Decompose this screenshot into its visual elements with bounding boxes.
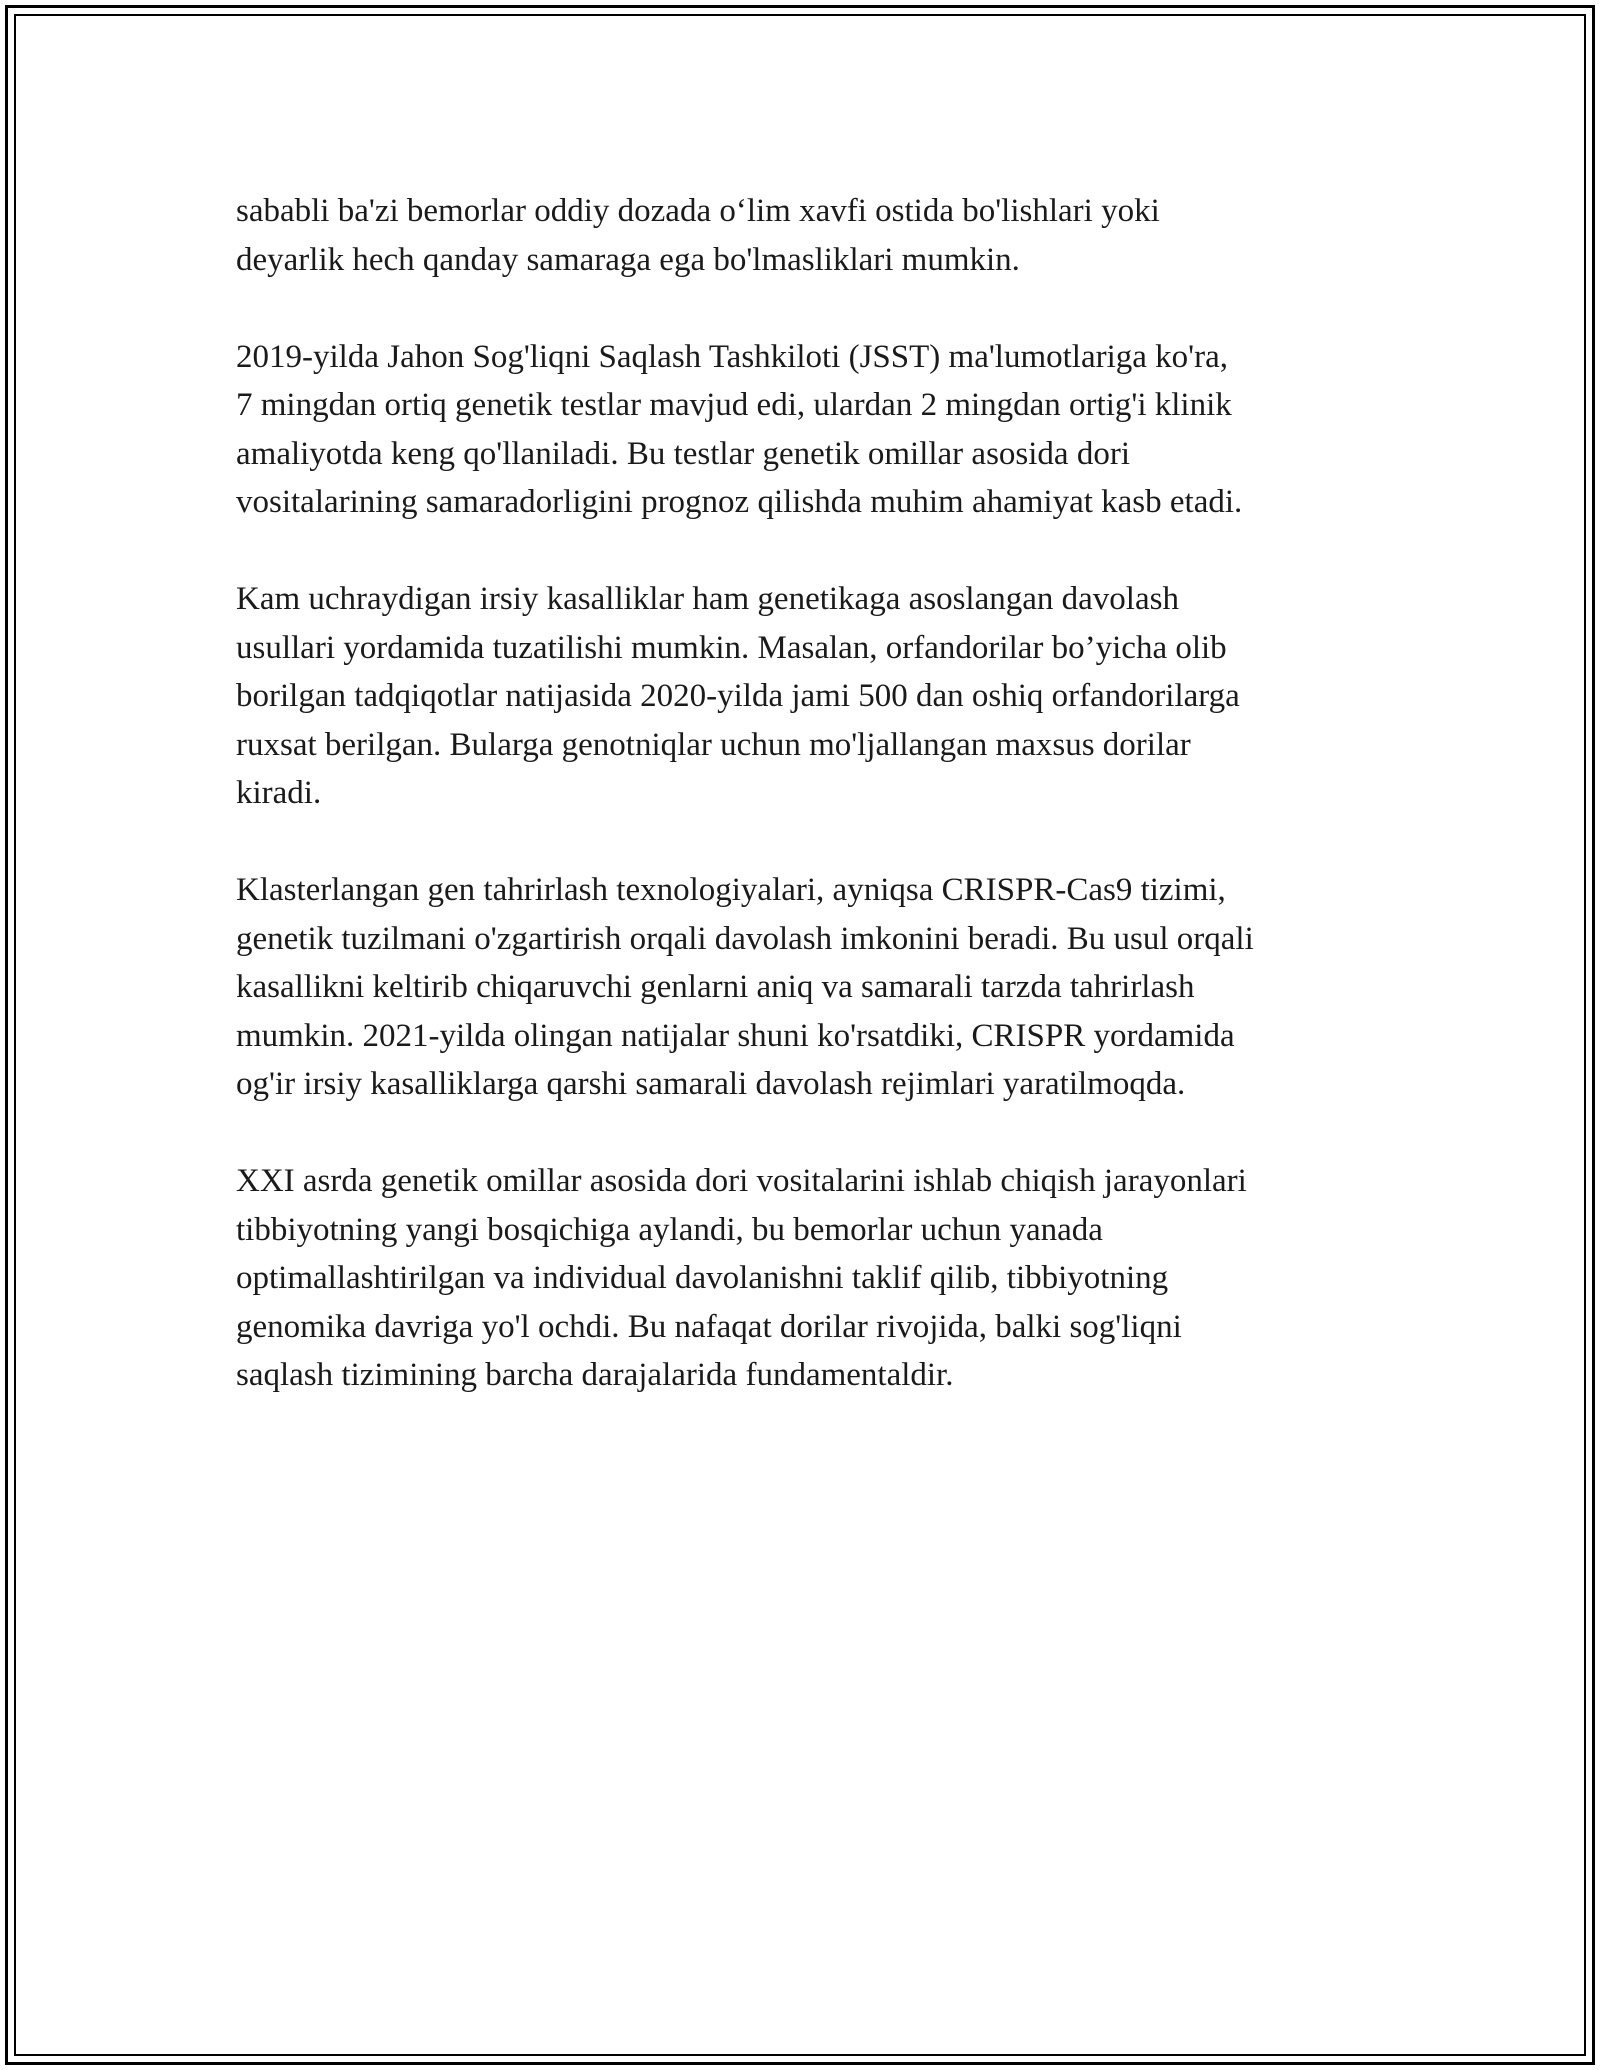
text-line: 2019-yilda Jahon Sog'liqni Saqlash Tashkiloti (JSST) ma'lumotlariga ko'ra, [236,338,1228,375]
text-line: usullari yordamida tuzatilishi mumkin. Masalan, orfandorilar bo’yicha olib [236,629,1227,666]
document-body [236,187,1386,1448]
text-line: Kam uchraydigan irsiy kasalliklar ham genetikaga asoslangan davolash [236,581,1179,617]
text-line: kiradi. [236,775,322,811]
text-line: kasallikni keltirib chiqaruvchi genlarni aniq va samarali tarzda tahrirlash [236,969,1195,1005]
text-line: genetik tuzilmani o'zgartirish orqali davolash imkonini beradi. Bu usul orqali [236,920,1254,957]
text-line: Klasterlangan gen tahrirlash texnologiyalari, ayniqsa CRISPR-Cas9 tizimi, [236,872,1226,908]
text-line: mumkin. 2021-yilda olingan natijalar shuni ko'rsatdiki, CRISPR yordamida [236,1017,1235,1054]
text-line: sababli ba'zi bemorlar oddiy dozada o‘lim xavfi ostida bo'lishlari yoki [236,193,1160,229]
text-line: amaliyotda keng qo'llaniladi. Bu testlar genetik omillar asosida dori [236,435,1130,472]
text-line: og'ir irsiy kasalliklarga qarshi samarali davolash rejimlari yaratilmoqda. [236,1066,1186,1102]
text-line: optimallashtirilgan va individual davolanishni taklif qilib, tibbiyotning [236,1260,1169,1296]
text-line: tibbiyotning yangi bosqichiga aylandi, bu bemorlar uchun yanada [236,1211,1103,1248]
text-line: saqlash tizimining barcha darajalarida fundamentaldir. [236,1357,954,1393]
paragraph-1 [236,187,1386,284]
text-line: borilgan tadqiqotlar natijasida 2020-yilda jami 500 dan oshiq orfandorilarga [236,678,1240,714]
text-line: deyarlik hech qanday samaraga ega bo'lmasliklari mumkin. [236,241,1020,278]
text-line: vositalarining samaradorligini prognoz qilishda muhim ahamiyat kasb etadi. [236,484,1243,520]
paragraph-3 [236,575,1386,818]
paragraph-4 [236,866,1386,1109]
paragraph-2 [236,333,1386,527]
text-line: 7 mingdan ortiq genetik testlar mavjud edi, ulardan 2 mingdan ortig'i klinik [236,387,1232,423]
text-line: ruxsat berilgan. Bularga genotniqlar uchun mo'ljallangan maxsus dorilar [236,726,1191,763]
text-line: genomika davriga yo'l ochdi. Bu nafaqat dorilar rivojida, balki sog'liqni [236,1308,1182,1345]
paragraph-5 [236,1157,1386,1400]
text-line: XXI asrda genetik omillar asosida dori vositalarini ishlab chiqish jarayonlari [236,1163,1247,1199]
